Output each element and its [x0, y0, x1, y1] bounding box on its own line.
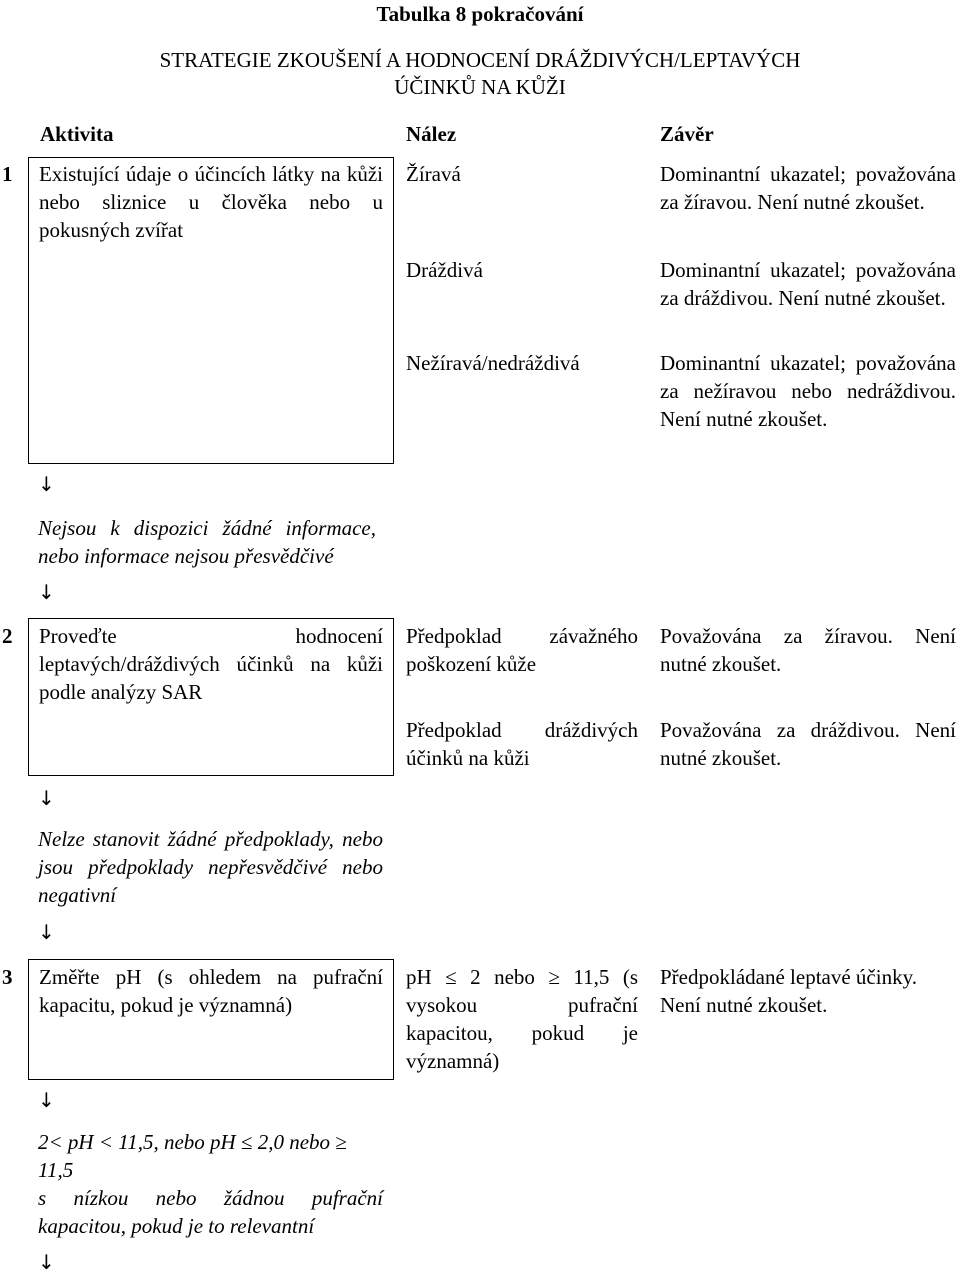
step-1-finding-3: Nežíravá/nedráždivá: [406, 351, 580, 375]
column-header-finding: Nález: [406, 122, 457, 146]
step-3-box: [28, 959, 394, 1080]
column-header-conclusion: Závěr: [660, 122, 714, 146]
down-arrow-icon: ↓: [38, 920, 55, 944]
step-1-conclusion-2: Dominantní ukazatel; považována za dráždivou. Není nutné zkoušet.: [660, 258, 956, 310]
step-2-transition: Nelze stanovit žádné předpoklady, nebo jsou předpoklady nepřesvědčivé nebo negativní: [38, 827, 383, 907]
step-1-finding-1: Žíravá: [406, 162, 461, 186]
column-header-activity: Aktivita: [40, 122, 114, 146]
step-1-conclusion-3: Dominantní ukazatel; považována za nežíravou nebo nedráždivou. Není nutné zkoušet.: [660, 351, 956, 431]
step-3-transition-line-2: s nízkou nebo žádnou pufrační kapacitou, pokud je to relevantní: [38, 1186, 383, 1238]
down-arrow-icon: ↓: [38, 786, 55, 810]
step-1-transition: Nejsou k dispozici žádné informace, nebo informace nejsou přesvědčivé: [38, 516, 376, 568]
step-2-finding-2: Předpoklad dráždivých účinků na kůži: [406, 718, 638, 770]
step-2-finding-1: Předpoklad závažného poškození kůže: [406, 624, 638, 676]
page-title-line-2: ÚČINKŮ NA KŮŽI: [394, 75, 566, 99]
step-3-finding-1: pH ≤ 2 nebo ≥ 11,5 (s vysokou pufrační kapacitou, pokud je významná): [406, 965, 638, 1073]
down-arrow-icon: ↓: [38, 580, 55, 604]
page-title: [0, 47, 960, 101]
page-title-line-1: STRATEGIE ZKOUŠENÍ A HODNOCENÍ DRÁŽDIVÝCH/LEPTAVÝCH: [159, 48, 801, 72]
down-arrow-icon: ↓: [38, 1088, 55, 1112]
step-3-transition: [38, 1128, 383, 1240]
step-1-activity: Existující údaje o účincích látky na kůži nebo sliznice u člověka nebo u pokusných zvířat: [39, 162, 383, 242]
down-arrow-icon: ↓: [38, 472, 55, 496]
step-2-conclusion-1: Považována za žíravou. Není nutné zkoušet.: [660, 624, 956, 676]
step-number-3: 3: [2, 965, 13, 989]
step-2-conclusion-2: Považována za dráždivou. Není nutné zkoušet.: [660, 718, 956, 770]
step-number-2: 2: [2, 624, 13, 648]
step-number-1: 1: [2, 162, 13, 186]
step-3-conclusion-1: Předpokládané leptavé účinky. Není nutné zkoušet.: [660, 965, 917, 1017]
step-2-activity: Proveďte hodnocení leptavých/dráždivých účinků na kůži podle analýzy SAR: [39, 624, 383, 704]
step-1-finding-2: Dráždivá: [406, 258, 483, 282]
step-1-conclusion-1: Dominantní ukazatel; považována za žíravou. Není nutné zkoušet.: [660, 162, 956, 214]
step-3-activity: Změřte pH (s ohledem na pufrační kapacitu, pokud je významná): [39, 965, 383, 1017]
step-1-box: [28, 157, 394, 464]
step-2-box: [28, 618, 394, 776]
step-3-transition-line-1: 2< pH < 11,5, nebo pH ≤ 2,0 nebo ≥ 11,5: [38, 1130, 347, 1182]
table-label: Tabulka 8 pokračování: [376, 2, 584, 26]
down-arrow-icon: ↓: [38, 1250, 55, 1274]
